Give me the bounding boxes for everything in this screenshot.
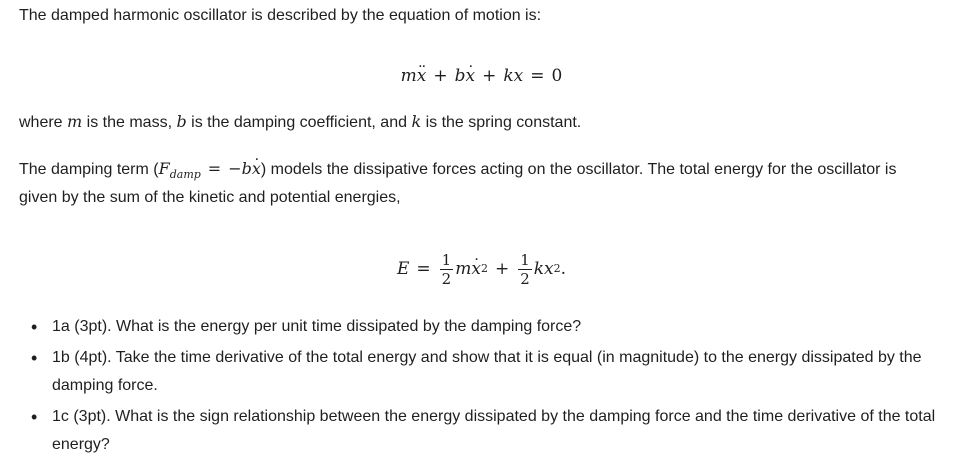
damping-text-2: ) models the dissipative forces acting on the oscillator. The total energy for the oscillator is given by the sum of the kinetic and potential energies, [19, 161, 897, 206]
eom-m: m [400, 66, 417, 86]
eom-plus-1: + [433, 66, 448, 86]
energy-equals: = [416, 259, 431, 279]
energy-half-2 [518, 251, 532, 288]
damping-F: F [158, 159, 170, 178]
energy-end: . [560, 259, 567, 279]
energy-xdot: · x [471, 255, 481, 283]
damping-equals: = [207, 159, 222, 178]
where-b: b [176, 112, 187, 131]
where-text-4: is the spring constant. [421, 114, 582, 131]
half-2-den: 2 [520, 269, 530, 288]
eom-plus-2: + [482, 66, 497, 86]
energy-k: k [533, 259, 545, 279]
where-text-3: is the damping coefficient, and [186, 114, 412, 131]
half-2-num: 1 [520, 250, 530, 269]
question-1a: • 1a (3pt). What is the energy per unit time dissipated by the damping force? [19, 313, 944, 341]
half-1-num: 1 [441, 250, 452, 269]
where-k: k [411, 112, 422, 131]
energy-E: E [397, 259, 410, 279]
half-1-den: 2 [441, 269, 452, 288]
eom-equals: = [530, 66, 545, 86]
eom-b: b [454, 66, 466, 86]
damping-b: b [241, 159, 252, 178]
damping-xdot: · x [252, 155, 261, 183]
eom-xdot: · x [466, 62, 476, 90]
damping-text-1: The damping term ( [19, 161, 159, 178]
energy-half-1 [440, 251, 454, 288]
energy-m: m [455, 259, 472, 279]
equation-of-motion [19, 62, 944, 90]
where-paragraph [19, 108, 581, 137]
damping-F-sub: damp [169, 168, 201, 181]
intro-paragraph: The damped harmonic oscillator is described by the equation of motion is: [19, 7, 542, 24]
where-text-2: is the mass, [82, 114, 177, 131]
question-1b: • 1b (4pt). Take the time derivative of the total energy and show that it is equal (in magnitude) to the energy dissipated by the damping force. [19, 344, 944, 400]
damping-paragraph [19, 155, 924, 212]
eom-x: x [513, 66, 524, 86]
question-1c: • 1c (3pt). What is the sign relationship between the energy dissipated by the damping force and the time derivative of the total energy? [19, 403, 944, 459]
energy-x: x [544, 259, 554, 279]
damping-minus: − [228, 159, 242, 178]
eom-xddot: ·· x [417, 62, 427, 90]
question-list [19, 313, 944, 462]
where-text-1: where [19, 114, 68, 131]
eom-rhs: 0 [551, 66, 563, 86]
energy-plus: + [494, 259, 510, 279]
energy-equation: E = $\frac{1}{2}$ m · x 2 + $\frac{1}{2}$ k x 2 . [397, 243, 566, 295]
eom-k: k [503, 66, 514, 86]
where-m: m [67, 112, 83, 131]
